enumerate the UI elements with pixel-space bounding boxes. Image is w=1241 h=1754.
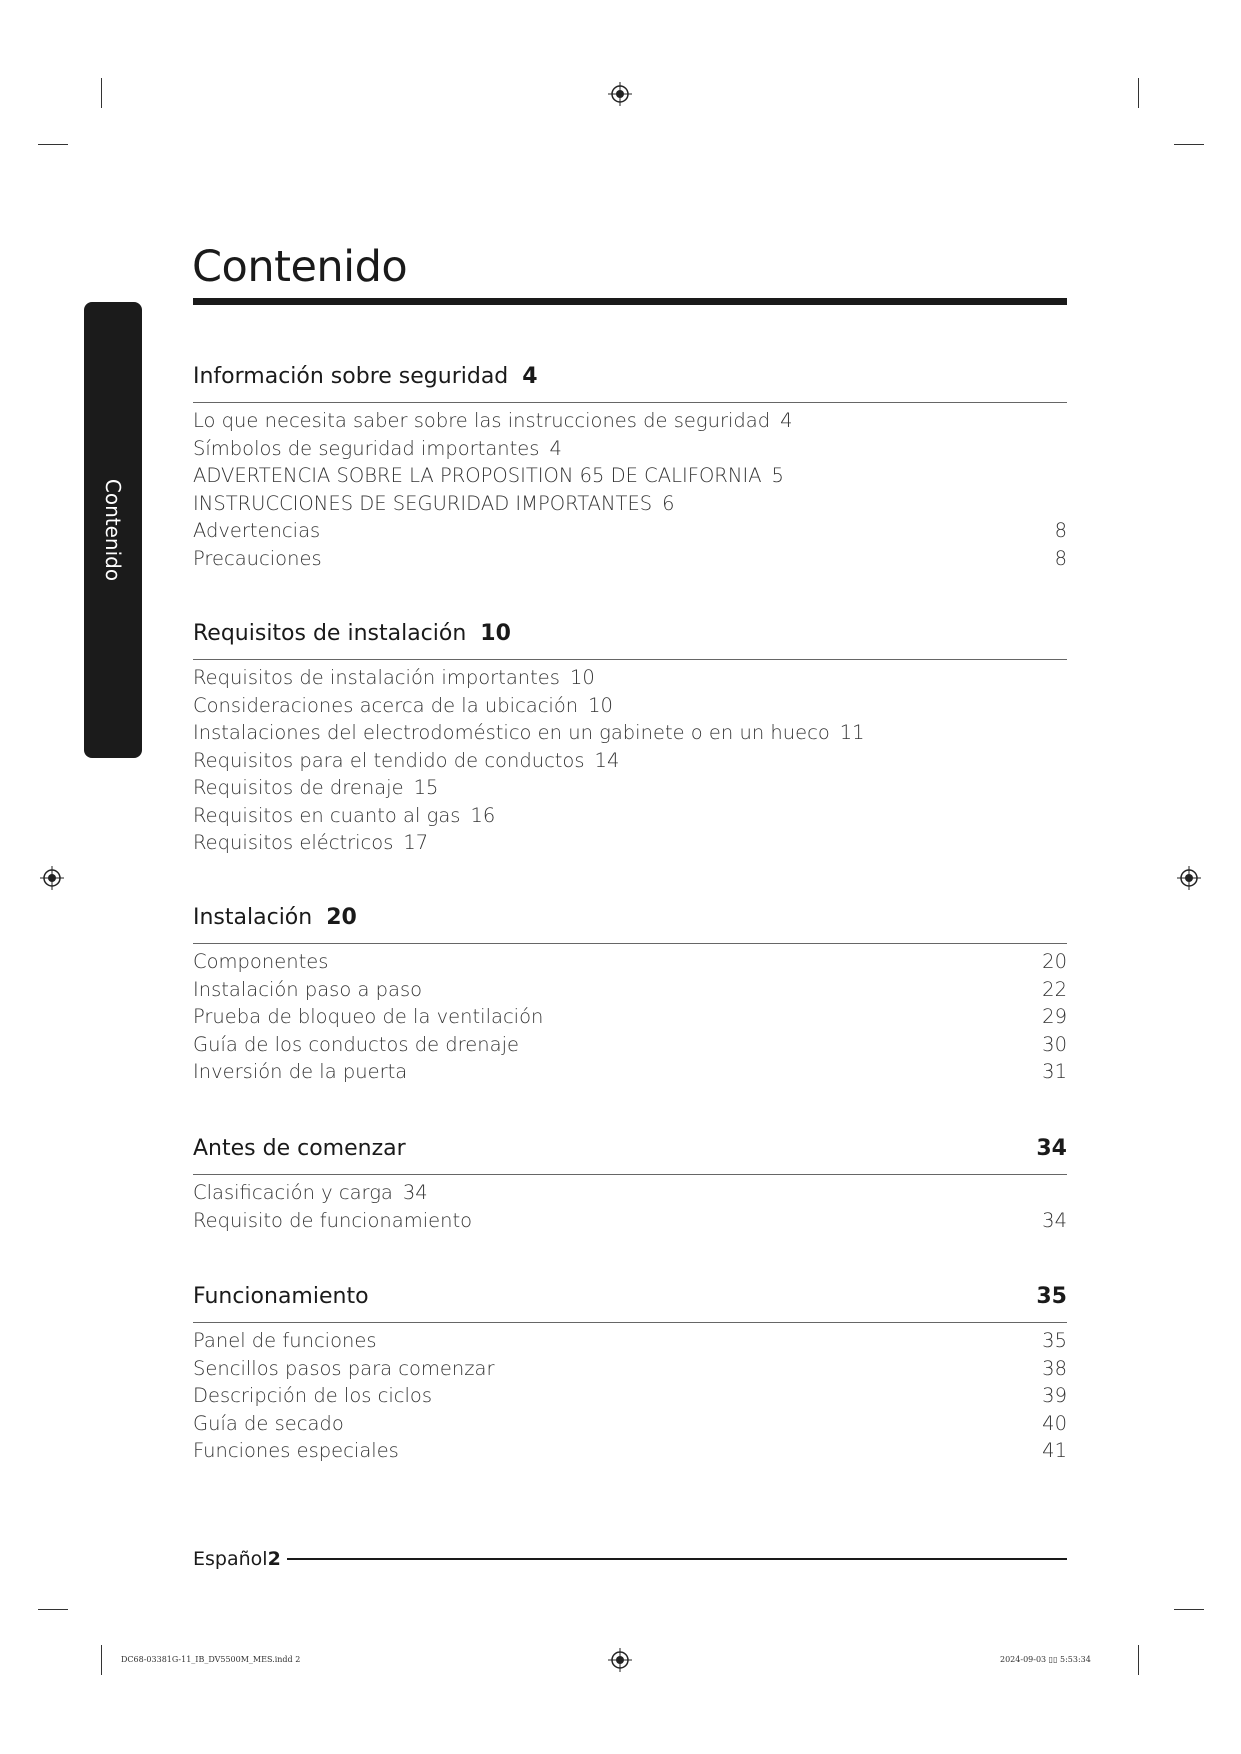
toc-item-page: 38 <box>1042 1356 1067 1380</box>
toc-item[interactable] <box>193 1209 1067 1237</box>
crop-mark <box>38 144 68 145</box>
toc-section <box>193 905 1067 1088</box>
toc-item-label: Componentes <box>193 950 329 973</box>
toc-item[interactable] <box>193 1033 1067 1061</box>
toc-item-label: Requisitos de instalación importantes <box>193 666 560 689</box>
toc-item-label: Consideraciones acerca de la ubicación <box>193 693 579 717</box>
section-title: Antes de comenzar <box>193 1136 406 1161</box>
toc-item[interactable] <box>193 694 1067 722</box>
toc-item[interactable] <box>193 804 1067 832</box>
toc-item-page: 11 <box>839 721 865 744</box>
toc-item[interactable] <box>193 464 1067 492</box>
toc-item-page: 6 <box>662 491 675 515</box>
section-heading[interactable] <box>193 1136 1067 1175</box>
toc-item-label: Requisito de funcionamiento <box>193 1208 473 1232</box>
toc-item[interactable] <box>193 1412 1067 1440</box>
toc-item[interactable] <box>193 437 1067 465</box>
toc-item-page: 4 <box>549 436 562 460</box>
toc-item-page: 8 <box>1054 519 1067 542</box>
toc-item-page: 41 <box>1042 1439 1067 1462</box>
toc-item-page: 8 <box>1054 546 1067 570</box>
toc-item-label: Advertencias <box>193 519 321 542</box>
toc-item-page: 35 <box>1042 1329 1067 1352</box>
toc-item[interactable] <box>193 978 1067 1006</box>
page-title: Contenido <box>192 242 408 292</box>
toc-item[interactable] <box>193 776 1067 804</box>
toc-item-label: Requisitos de drenaje <box>193 776 404 799</box>
toc-item-page: 39 <box>1042 1384 1067 1407</box>
section-title: Información sobre seguridad <box>193 364 509 389</box>
toc-item-page: 34 <box>1042 1208 1067 1232</box>
toc-section <box>193 1136 1067 1236</box>
toc-item-page: 31 <box>1042 1060 1067 1083</box>
toc-item[interactable] <box>193 1357 1067 1385</box>
section-page: 34 <box>1036 1136 1067 1161</box>
toc-item[interactable] <box>193 749 1067 777</box>
registration-mark-icon <box>608 1648 632 1672</box>
print-slug-timestamp: 2024-09-03 ▯▯ 5:53:34 <box>1000 1655 1091 1664</box>
toc-item[interactable] <box>193 1181 1067 1209</box>
toc-item[interactable] <box>193 409 1067 437</box>
print-slug-file: DC68-03381G-11_IB_DV5500M_MES.indd 2 <box>121 1655 301 1664</box>
toc-item-label: Símbolos de seguridad importantes <box>193 436 540 460</box>
toc-item-page: 22 <box>1042 977 1067 1001</box>
section-title: Requisitos de instalación <box>193 621 467 646</box>
toc-item-label: Descripción de los ciclos <box>193 1384 432 1407</box>
toc-item-label: Instalación paso a paso <box>193 977 423 1001</box>
toc-item[interactable] <box>193 831 1067 859</box>
crop-mark <box>1138 78 1139 108</box>
section-page: 20 <box>326 905 357 930</box>
toc-section <box>193 1284 1067 1467</box>
toc-section <box>193 364 1067 574</box>
toc-item-label: Lo que necesita saber sobre las instrucciones de seguridad <box>193 409 771 432</box>
toc-item[interactable] <box>193 1384 1067 1412</box>
registration-mark-icon <box>1177 866 1201 890</box>
toc-item-label: Funciones especiales <box>193 1439 399 1462</box>
footer-rule <box>287 1558 1067 1560</box>
section-page: 4 <box>522 364 538 389</box>
toc-item-label: Sencillos pasos para comenzar <box>193 1356 495 1380</box>
toc-item[interactable] <box>193 1329 1067 1357</box>
toc-item-page: 4 <box>780 409 793 432</box>
crop-mark <box>38 1609 68 1610</box>
section-items <box>193 1181 1067 1236</box>
section-title: Funcionamiento <box>193 1284 369 1309</box>
toc-item-page: 14 <box>594 748 620 772</box>
section-page: 10 <box>480 621 511 646</box>
toc-item-page: 40 <box>1042 1411 1067 1435</box>
toc-item-label: Guía de secado <box>193 1411 344 1435</box>
toc-item-label: Guía de los conductos de drenaje <box>193 1032 519 1056</box>
toc-item[interactable] <box>193 666 1067 694</box>
toc-item-page: 5 <box>771 464 784 487</box>
crop-mark <box>1174 144 1204 145</box>
section-heading[interactable] <box>193 905 1067 944</box>
footer-page-number: 2 <box>267 1548 281 1570</box>
toc-item[interactable] <box>193 721 1067 749</box>
toc-item-page: 29 <box>1042 1005 1067 1028</box>
toc-section <box>193 621 1067 859</box>
section-items <box>193 666 1067 859</box>
crop-mark <box>1138 1645 1139 1675</box>
toc-item-label: Clasificación y carga <box>193 1181 393 1204</box>
section-heading[interactable] <box>193 364 1067 403</box>
toc-item-page: 30 <box>1042 1032 1067 1056</box>
section-page: 35 <box>1036 1284 1067 1309</box>
toc-item-label: Prueba de bloqueo de la ventilación <box>193 1005 544 1028</box>
toc-item-page: 10 <box>569 666 595 689</box>
toc-item-label: Requisitos para el tendido de conductos <box>193 748 585 772</box>
toc-item[interactable] <box>193 1060 1067 1088</box>
section-heading[interactable] <box>193 621 1067 660</box>
title-rule <box>193 298 1067 305</box>
section-title: Instalación <box>193 905 313 930</box>
side-tab-label: Contenido <box>101 478 125 582</box>
footer-language: Español <box>193 1548 268 1570</box>
toc-item-label: Panel de funciones <box>193 1329 377 1352</box>
section-heading[interactable] <box>193 1284 1067 1323</box>
crop-mark <box>1174 1609 1204 1610</box>
toc-item[interactable] <box>193 1439 1067 1467</box>
section-items <box>193 409 1067 574</box>
toc-item-label: Requisitos eléctricos <box>193 831 394 854</box>
toc-item-page: 34 <box>402 1181 428 1204</box>
toc-item-label: Instalaciones del electrodoméstico en un gabinete o en un hueco <box>193 721 830 744</box>
section-items <box>193 1329 1067 1467</box>
crop-mark <box>101 1645 102 1675</box>
toc-item-page: 15 <box>413 776 439 799</box>
toc-item-page: 17 <box>403 831 429 854</box>
section-items <box>193 950 1067 1088</box>
registration-mark-icon <box>608 82 632 106</box>
toc-item-page: 20 <box>1042 950 1067 973</box>
toc-item[interactable] <box>193 950 1067 978</box>
registration-mark-icon <box>40 866 64 890</box>
toc-item-page: 16 <box>470 803 496 827</box>
toc-item[interactable] <box>193 547 1067 575</box>
toc-item-label: Requisitos en cuanto al gas <box>193 803 461 827</box>
toc-item[interactable] <box>193 1005 1067 1033</box>
crop-mark <box>101 78 102 108</box>
toc-item[interactable] <box>193 519 1067 547</box>
page-footer <box>193 1548 1067 1570</box>
toc-item[interactable] <box>193 492 1067 520</box>
toc-item-label: ADVERTENCIA SOBRE LA PROPOSITION 65 DE CALIFORNIA <box>193 464 762 487</box>
toc-item-label: INSTRUCCIONES DE SEGURIDAD IMPORTANTES <box>193 491 653 515</box>
toc-item-label: Precauciones <box>193 546 322 570</box>
toc-item-page: 10 <box>588 693 613 717</box>
toc-item-label: Inversión de la puerta <box>193 1060 408 1083</box>
